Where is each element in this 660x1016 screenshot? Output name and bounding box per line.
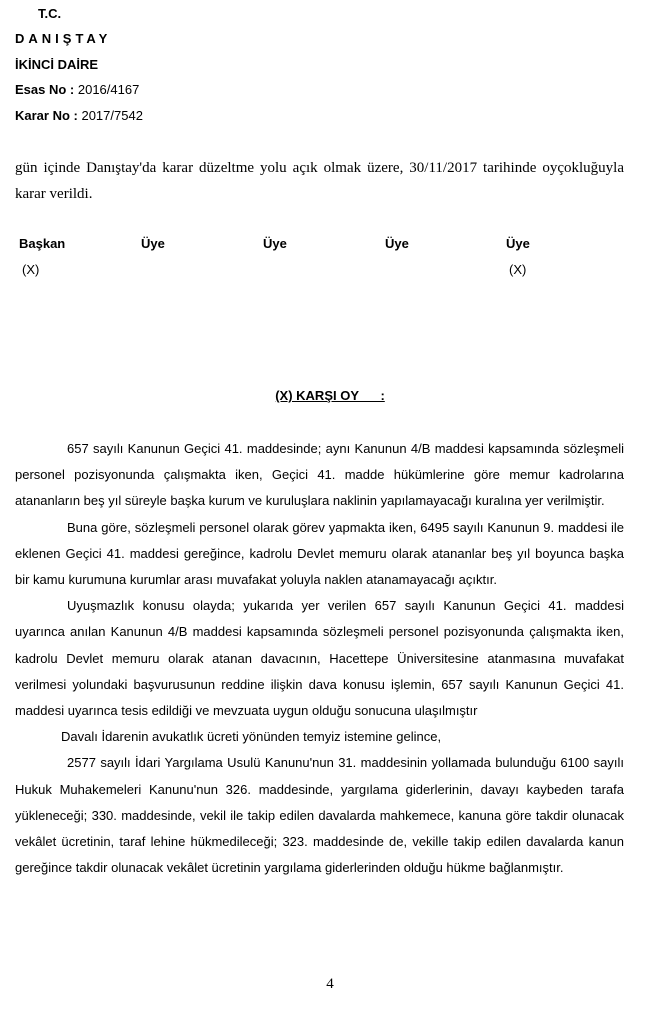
paragraph: Davalı İdarenin avukatlık ücreti yönünden temyiz istemine gelince, xyxy=(61,729,442,745)
esas-value: 2016/4167 xyxy=(74,82,140,97)
karar-label: Karar No : xyxy=(15,108,78,123)
signature-mark: (X) xyxy=(22,262,40,277)
paragraph: 2577 sayılı İdari Yargılama Usulü Kanunu'nun 31. maddesinin yollamada bulunduğu 6100 sayılı Hukuk Muhakemeleri Kanunu'nun 326. maddesinde, yargılama giderlerinin, davayı kaybeden tarafa yükleneceği; 330. maddesinde, vekil ile takip edilen davalarda mahkemece, kanuna göre takdir olunacak vekâlet ücretinin, taraf lehine hükmedileceği; 323. maddesinde de, vekille takip edilen davalarda kanun gereğince takdir olunacak vekâlet ücretinin yargılama giderlerinden olduğu hükme bağlanmıştır. xyxy=(15,755,624,876)
signature-role: Başkan xyxy=(19,236,66,251)
signature-mark: (X) xyxy=(509,262,527,277)
republic-heading: T.C. xyxy=(38,6,62,21)
dissent-body xyxy=(15,436,624,881)
court-name: DANIŞTAY xyxy=(15,31,112,46)
karar-value: 2017/7542 xyxy=(77,108,143,123)
chamber-name: İKİNCİ DAİRE xyxy=(15,57,99,72)
signature-role: Üye xyxy=(385,236,409,251)
signature-role: Üye xyxy=(263,236,287,251)
paragraph: Buna göre, sözleşmeli personel olarak görev yapmakta iken, 6495 sayılı Kanunun 9. maddesi ile eklenen Geçici 41. maddesi gereğince, kadrolu Devlet memuru olarak atananlar beş yıl boyunca başka bir kamu kurumuna kurumlar arası muvafakat yoluyla naklen atanamayacağı açıktır. xyxy=(15,519,624,588)
esas-label: Esas No : xyxy=(15,82,75,97)
dissent-heading: (X) KARŞI OY : xyxy=(275,388,385,403)
karar-number xyxy=(15,108,143,124)
paragraph: 657 sayılı Kanunun Geçici 41. maddesinde; aynı Kanunun 4/B maddesi kapsamında sözleşmeli personel pozisyonunda çalışmakta iken, Geçici 41. madde hükümlerine göre memur kadrolarına atananların beş yıl süreyle başka kurum ve kuruluşlara naklinin yapılamayacağı kuralına yer verilmiştir. xyxy=(15,441,624,509)
signature-role: Üye xyxy=(506,236,530,251)
decision-statement: gün içinde Danıştay'da karar düzeltme yolu açık olmak üzere, 30/11/2017 tarihinde oyçokluğuyla karar verildi. xyxy=(15,160,624,202)
page-number: 4 xyxy=(326,976,334,992)
signature-role: Üye xyxy=(141,236,165,251)
esas-number xyxy=(15,82,139,98)
paragraph: Uyuşmazlık konusu olayda; yukarıda yer verilen 657 sayılı Kanunun Geçici 41. maddesi uyarınca anılan Kanunun 4/B maddesi kapsamında sözleşmeli personel pozisyonunda çalışmakta iken, kadrolu Devlet memuru olarak atanan davacının, Hacettepe Üniversitesine atanmasına muvafakat verilmesi yolundaki başvurusunun reddine ilişkin dava konusu işlemin, 657 sayılı Kanunun Geçici 41. maddesi uyarınca tesis edildiği ve mevzuata uygun olduğu sonucuna ulaşılmıştır xyxy=(15,598,624,719)
